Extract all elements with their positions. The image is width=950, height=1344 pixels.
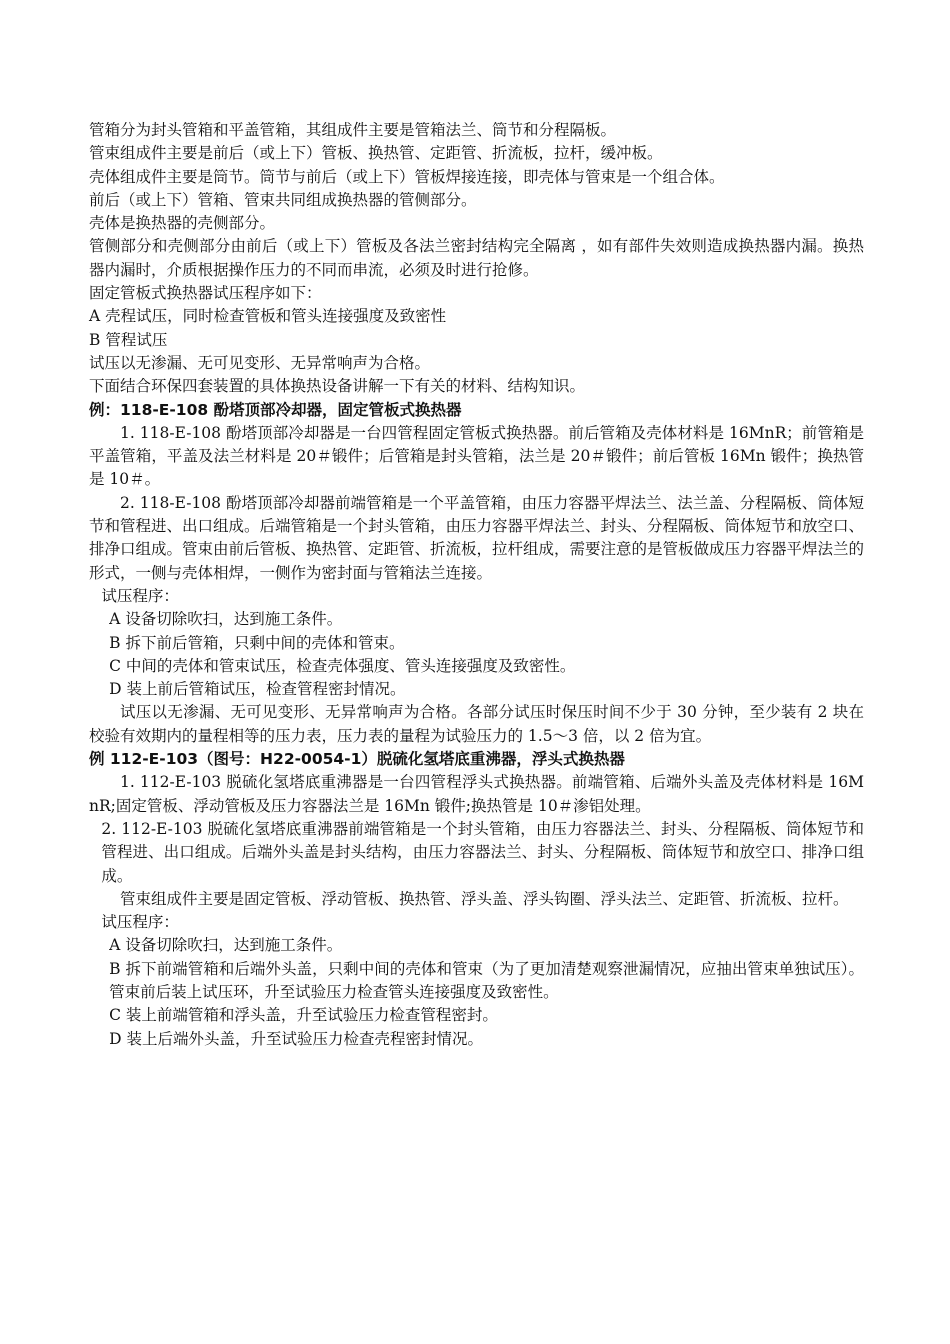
example1-procedure-title: 试压程序： — [101, 586, 179, 605]
paragraph-step-a: A 壳程试压，同时检查管板和管头连接强度及致密性 — [89, 307, 447, 326]
example2-step-a: A 设备切除吹扫，达到施工条件。 — [109, 936, 343, 955]
example1-paragraph-2: 2. 118-E-108 酚塔顶部冷却器前端管箱是一个平盖管箱，由压力容器平焊法兰、法兰盖、分程隔板、筒体短节和管程进、出口组成。后端管箱是一个封头管箱，由压力容器平焊法兰、封头、分程隔板、筒体短节和放空口、排净口组成。管束由前后管板、换热管、定距管、折流板，拉杆组成，需要注意的是管板做成压力容器平焊法兰的形式，一侧与壳体相焊，一侧作为密封面与管箱法兰连接。 — [89, 493, 865, 582]
paragraph-tube-side: 前后（或上下）管箱、管束共同组成换热器的管侧部分。 — [89, 190, 477, 209]
example1-step-c: C 中间的壳体和管束试压，检查壳体强度、管头连接强度及致密性。 — [109, 656, 576, 675]
paragraph-shell: 壳体组成件主要是筒节。筒节与前后（或上下）管板焊接连接，即壳体与管束是一个组合体。 — [89, 167, 725, 186]
example1-note: 试压以无渗漏、无可见变形、无异常响声为合格。各部分试压时保压时间不少于 30 分钟，至少装有 2 块在校验有效期内的量程相等的压力表，压力表的量程为试验压力的 1.5～3 倍，以 2 倍为宜。 — [89, 703, 864, 745]
example2-step-c: C 装上前端管箱和浮头盖，升至试验压力检查管程密封。 — [109, 1006, 498, 1025]
example2-step-d: D 装上后端外头盖，升至试验压力检查壳程密封情况。 — [109, 1029, 483, 1048]
example2-step-b: B 拆下前端管箱和后端外头盖，只剩中间的壳体和管束（为了更加清楚观察泄漏情况，应抽出管束单独试压）。管束前后装上试压环，升至试验压力检查管头连接强度及致密性。 — [109, 959, 864, 1001]
example2-procedure-title: 试压程序： — [101, 913, 179, 932]
paragraph-step-b: B 管程试压 — [89, 330, 168, 349]
paragraph-intro-examples: 下面结合环保四套装置的具体换热设备讲解一下有关的材料、结构知识。 — [89, 377, 586, 396]
paragraph-internal-leak: 管侧部分和壳侧部分由前后（或上下）管板及各法兰密封结构完全隔离 ，如有部件失效则造成换热器内漏。换热器内漏时，介质根据操作压力的不同而串流，必须及时进行抢修。 — [89, 237, 864, 279]
paragraph-tube-box: 管箱分为封头管箱和平盖管箱，其组成件主要是管箱法兰、筒节和分程隔板。 — [89, 121, 617, 139]
document-body — [89, 119, 864, 1051]
example2-title: 例 112-E-103（图号：H22-0054-1）脱硫化氢塔底重沸器，浮头式换热器 — [89, 750, 625, 769]
example2-paragraph-3: 管束组成件主要是固定管板、浮动管板、换热管、浮头盖、浮头钩圈、浮头法兰、定距管、折流板、拉杆。 — [120, 889, 849, 908]
paragraph-tube-bundle: 管束组成件主要是前后（或上下）管板、换热管、定距管、折流板，拉杆，缓冲板。 — [89, 144, 663, 163]
paragraph-pass-criteria: 试压以无渗漏、无可见变形、无异常响声为合格。 — [89, 353, 431, 372]
example1-title: 例：118-E-108 酚塔顶部冷却器，固定管板式换热器 — [89, 400, 462, 419]
paragraph-shell-side: 壳体是换热器的壳侧部分。 — [89, 214, 276, 233]
example1-step-a: A 设备切除吹扫，达到施工条件。 — [109, 610, 343, 629]
example1-step-b: B 拆下前后管箱，只剩中间的壳体和管束。 — [109, 633, 405, 652]
example2-paragraph-1: 1. 112-E-103 脱硫化氢塔底重沸器是一台四管程浮头式换热器。前端管箱、后端外头盖及壳体材料是 16MnR;固定管板、浮动管板及压力容器法兰是 16Mn 锻件;换热管是 10＃渗铝处理。 — [89, 773, 864, 815]
example1-paragraph-1: 1. 118-E-108 酚塔顶部冷却器是一台四管程固定管板式换热器。前后管箱及壳体材料是 16MnR；前管箱是平盖管箱，平盖及法兰材料是 20＃锻件；后管箱是封头管箱，法兰是 20＃锻件；前后管板 16Mn 锻件；换热管是 10＃。 — [89, 423, 864, 489]
paragraph-procedure-intro: 固定管板式换热器试压程序如下： — [89, 284, 322, 303]
example1-step-d: D 装上前后管箱试压，检查管程密封情况。 — [109, 680, 406, 699]
example2-paragraph-2: 2. 112-E-103 脱硫化氢塔底重沸器前端管箱是一个封头管箱，由压力容器法兰、封头、分程隔板、筒体短节和管程进、出口组成。后端外头盖是封头结构，由压力容器法兰、封头、分程隔板、筒体短节和放空口、排净口组成。 — [101, 819, 864, 885]
